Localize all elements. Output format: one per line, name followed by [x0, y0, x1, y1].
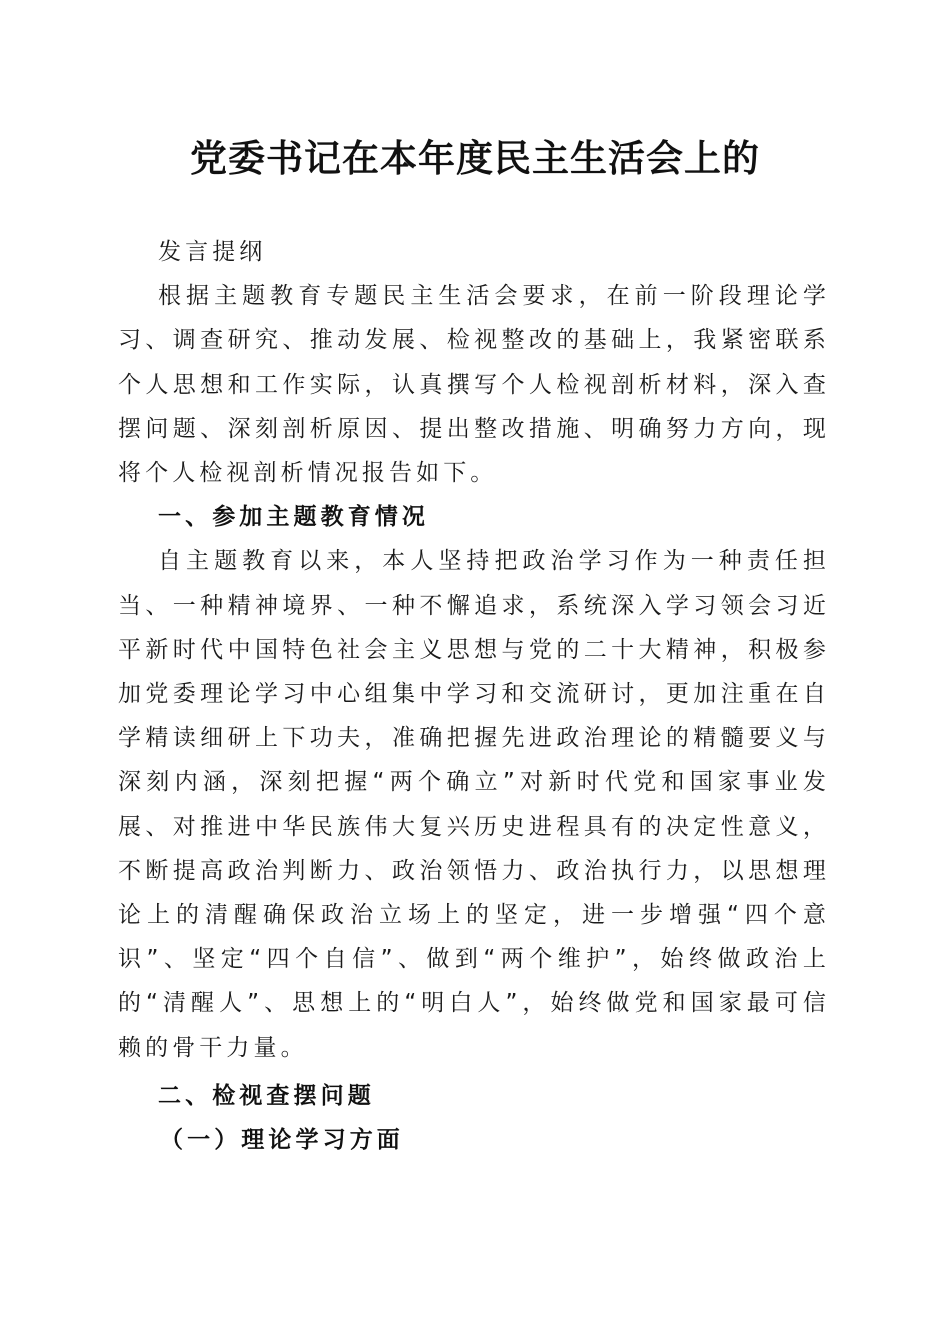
section-heading-participation: 一、参加主题教育情况 — [158, 504, 429, 531]
intro-paragraph: 根据主题教育专题民主生活会要求，在前一阶段理论学习、调查研究、推动发展、检视整改的基础上，我紧密联系个人思想和工作实际，认真撰写个人检视剖析材料，深入查摆问题、深刻剖析原因、提出整改措施、明确努力方向，现将个人检视剖析情况报告如下。 — [118, 283, 830, 487]
subsection-heading-theory-study: （一）理论学习方面 — [160, 1127, 404, 1154]
participation-paragraph: 自主题教育以来，本人坚持把政治学习作为一种责任担当、一种精神境界、一种不懈追求，系统深入学习领会习近平新时代中国特色社会主义思想与党的二十大精神，积极参加党委理论学习中心组集中学习和交流研讨，更加注重在自学精读细研上下功夫，准确把握先进政治理论的精髓要义与深刻内涵，深刻把握“两个确立”对新时代党和国家事业发展、对推进中华民族伟大复兴历史进程具有的决定性意义，不断提高政治判断力、政治领悟力、政治执行力，以思想理论上的清醒确保政治立场上的坚定，进一步增强“四个意识”、坚定“四个自信”、做到“两个维护”，始终做政治上的“清醒人”、思想上的“明白人”，始终做党和国家最可信赖的骨干力量。 — [118, 548, 830, 1061]
document-title: 党委书记在本年度民主生活会上的 — [190, 136, 760, 180]
document-body — [118, 230, 830, 1162]
document-subtitle: 发言提纲 — [158, 239, 267, 265]
section-heading-problems: 二、检视查摆问题 — [158, 1082, 375, 1109]
